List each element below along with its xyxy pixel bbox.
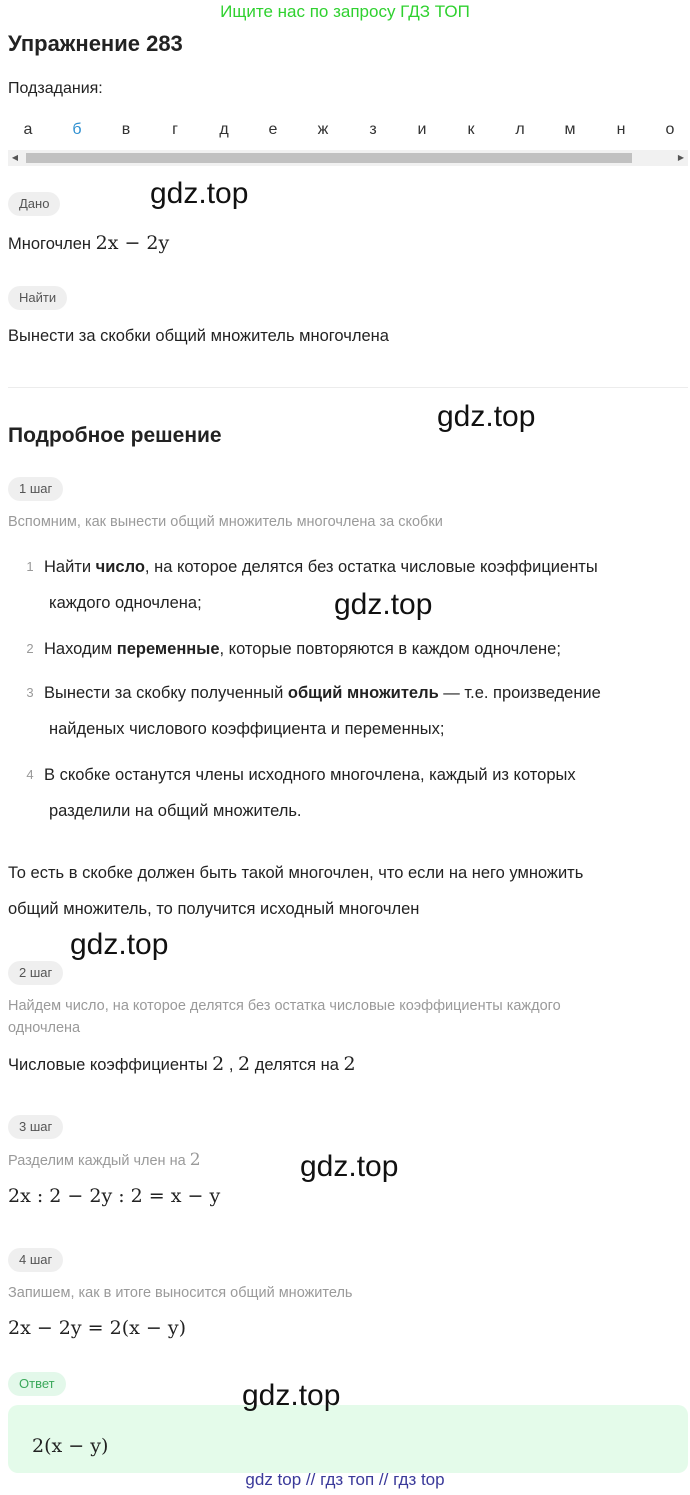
page-title: Упражнение 283 xyxy=(8,31,183,56)
step-2-label: Числовые коэффициенты xyxy=(8,1056,213,1074)
tab-g[interactable]: г xyxy=(172,121,178,138)
list-number: 3 xyxy=(26,685,34,700)
list-text-continued: разделили на общий множитель. xyxy=(49,802,302,820)
answer-formula: 2(x − y) xyxy=(32,1435,109,1457)
list-number: 2 xyxy=(26,641,34,656)
step-1-hint: Вспомним, как вынести общий множитель многочлена за скобки xyxy=(8,514,443,530)
watermark: gdz.top xyxy=(70,928,169,961)
list-text: — т.е. произведение xyxy=(438,684,601,702)
coefficient: 2 xyxy=(238,1053,251,1075)
step-4-hint: Запишем, как в итоге выносится общий множитель xyxy=(8,1285,353,1301)
given-chip: Дано xyxy=(8,192,60,216)
list-text: , на которое делятся без остатка числовые коэффициенты xyxy=(144,558,598,576)
watermark: gdz.top xyxy=(150,177,249,210)
scroll-left-arrow-icon[interactable]: ◀ xyxy=(11,153,19,162)
footer-links[interactable]: gdz top // гдз топ // гдз top xyxy=(245,1470,445,1489)
step-3-chip: 3 шаг xyxy=(8,1115,63,1139)
tab-v[interactable]: в xyxy=(121,121,131,138)
watermark: gdz.top xyxy=(437,400,536,433)
tab-k[interactable]: к xyxy=(467,121,475,138)
step-2-hint-line-1: Найдем число, на которое делятся без остатка числовые коэффициенты каждого xyxy=(8,998,561,1014)
coefficient: 2 xyxy=(212,1053,225,1075)
tab-e[interactable]: е xyxy=(268,121,278,138)
watermark: gdz.top xyxy=(300,1150,399,1183)
tab-m[interactable]: м xyxy=(564,121,576,138)
list-bold: переменные xyxy=(116,640,220,658)
list-text-continued: каждого одночлена; xyxy=(49,594,202,612)
watermark: gdz.top xyxy=(242,1379,341,1412)
scroll-thumb[interactable] xyxy=(26,153,632,163)
step-1-note-line-2: общий множитель, то получится исходный многочлен xyxy=(8,900,420,918)
step-2-hint-line-2: одночлена xyxy=(8,1020,81,1036)
step-1-chip: 1 шаг xyxy=(8,477,63,501)
watermark: gdz.top xyxy=(334,588,433,621)
step-2-chip: 2 шаг xyxy=(8,961,63,985)
list-number: 4 xyxy=(26,767,34,782)
list-text: Найти xyxy=(44,558,96,576)
tab-o[interactable]: о xyxy=(665,121,675,138)
tab-a[interactable]: а xyxy=(23,121,33,138)
list-text: Находим xyxy=(44,640,117,658)
step-1-note-line-1: То есть в скобке должен быть такой многочлен, что если на него умножить xyxy=(8,864,584,882)
find-chip: Найти xyxy=(8,286,67,310)
tab-i[interactable]: и xyxy=(417,121,427,138)
answer-box xyxy=(8,1405,688,1473)
list-text: Вынести за скобку полученный xyxy=(44,684,288,702)
step-2-hint xyxy=(8,995,561,1039)
promo-banner[interactable]: Ищите нас по запросу ГДЗ ТОП xyxy=(220,2,470,21)
subtasks-label: Подзадания: xyxy=(8,80,103,97)
list-text: , которые повторяются в каждом одночлене; xyxy=(219,640,561,658)
tabs-scrollbar[interactable] xyxy=(8,150,688,166)
step-3-hint-number: 2 xyxy=(189,1150,201,1170)
step-4-formula: 2x − 2y = 2(x − y) xyxy=(8,1317,186,1339)
list-bold: общий множитель xyxy=(287,684,439,702)
given-label: Многочлен xyxy=(8,235,96,253)
list-number: 1 xyxy=(26,559,34,574)
tab-zh[interactable]: ж xyxy=(317,121,329,138)
step-3-formula: 2x : 2 − 2y : 2 = x − y xyxy=(8,1185,221,1207)
list-bold: число xyxy=(95,558,145,576)
list-text: В скобке останутся члены исходного многочлена, каждый из которых xyxy=(44,766,576,784)
list-text-continued: найденых числового коэффициента и переменных; xyxy=(49,720,445,738)
step-2-text xyxy=(8,1053,356,1075)
step-3-hint xyxy=(8,1149,201,1172)
common-divisor: 2 xyxy=(343,1053,356,1075)
step-3-hint-text: Разделим каждый член на xyxy=(8,1153,190,1169)
divider xyxy=(8,387,688,388)
tab-b[interactable]: б xyxy=(57,112,97,150)
given-text xyxy=(8,232,169,254)
tab-d[interactable]: д xyxy=(219,121,229,138)
tab-z[interactable]: з xyxy=(369,121,377,138)
step-4-chip: 4 шаг xyxy=(8,1248,63,1272)
scroll-right-arrow-icon[interactable]: ▶ xyxy=(677,153,685,162)
step-2-label-mid: делятся на xyxy=(250,1056,344,1074)
tab-l[interactable]: л xyxy=(515,121,525,138)
solution-title: Подробное решение xyxy=(8,424,222,447)
tab-n[interactable]: н xyxy=(616,121,626,138)
separator: , xyxy=(224,1056,239,1074)
answer-chip: Ответ xyxy=(8,1372,66,1396)
subtask-tabs xyxy=(8,112,684,152)
given-formula: 2x − 2y xyxy=(95,232,170,254)
find-text: Вынести за скобки общий множитель многочлена xyxy=(8,327,389,345)
